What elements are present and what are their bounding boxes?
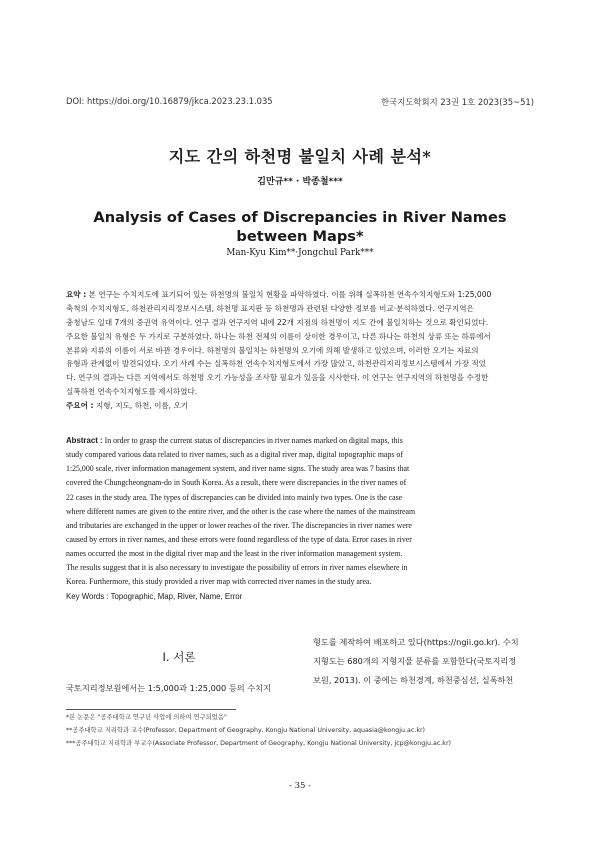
body-column-right (313, 633, 534, 690)
abstract-english-line: Abstract : In order to grasp the current status of discrepancies in river names marked on digital maps, this (66, 436, 403, 445)
page-header (66, 96, 534, 110)
abstract-english-line: names occurred the most in the digital river map and the least in the river information management system. (66, 549, 403, 559)
abstract-korean-line: 축척의 수치지형도, 하천관리지리정보시스템, 하천명 표지판 등 하천명과 관련된 다양한 정보를 비교·분석하였다. 연구지역은 (66, 303, 474, 313)
title-english-line-2: between Maps* (236, 228, 364, 245)
body-text-line: 보원, 2013). 이 중에는 하천경계, 하천중심선, 실폭하천 (313, 675, 514, 685)
title-english (0, 208, 600, 246)
footnotes (66, 712, 534, 751)
authors-english: Man-Kyu Kim**·Jongchul Park*** (226, 248, 374, 258)
abstract-korean-label: 요약 : (66, 290, 87, 299)
keywords-korean-label: 주요어 : (66, 401, 94, 411)
footnote-divider (66, 709, 236, 710)
abstract-korean (66, 288, 534, 413)
abstract-english (66, 434, 534, 604)
title-korean: 지도 간의 하천명 불일치 사례 분석* (168, 147, 432, 166)
keywords-english-list: Topographic, Map, River, Name, Error (110, 591, 243, 601)
section-heading-introduction: I. 서론 (162, 650, 196, 664)
doi-link[interactable]: DOI: https://doi.org/10.16879/jkca.2023.23.1.035 (66, 96, 273, 106)
body-text-line: 국토지리정보원에서는 1:5,000과 1:25,000 등의 수치지 (66, 683, 271, 693)
keywords-english-label: Key Words : (66, 591, 109, 601)
abstract-korean-line: 본류와 지류의 이름이 서로 바뀐 경우이다. 하천명의 불일치는 하천명의 오기에 의해 발생하고 있었으며, 이러한 오기는 자료의 (66, 345, 479, 355)
footnote-author-2: ***공주대학교 지리학과 부교수(Associate Professor, Department of Geography, Kongju National University, jcp@kongju.ac.kr) (66, 739, 451, 747)
abstract-korean-line: 주요한 불일치 유형은 두 가지로 구분하였다. 하나는 하천 전체의 이름이 상이한 경우이고, 다른 하나는 하천의 상류 또는 하류에서 (66, 331, 491, 341)
abstract-english-line: caused by errors in river names, and these errors were found regardless of the type of data. Error cases in river (66, 534, 412, 544)
keywords-english (66, 590, 534, 604)
abstract-korean-line: 요약 : 본 연구는 수치지도에 표기되어 있는 하천명의 불일치 현황을 파악하였다. 이를 위해 실폭하천 연속수치지형도와 1:25,000 (66, 290, 492, 299)
footnote-funding: *본 논문은 "공주대학교 연구년 사업에 의하여 연구되었음" (66, 714, 227, 721)
abstract-english-line: The results suggest that it is also necessary to investigate the possibility of errors in river names elsewhere in (66, 563, 408, 573)
abstract-korean-line: 충청남도 일대 7개의 중권역 유역이다. 연구 결과 연구지역 내에 22개 지점의 하천명이 지도 간에 불일치하는 것으로 확인되었다. (66, 317, 489, 327)
abstract-english-line: 22 cases in the study area. The types of discrepancies can be divided into mainly two types. One is the case (66, 492, 403, 502)
abstract-korean-line: 유형과 관계없이 발견되었다. 오기 사례 수는 실폭하천 연속수치지형도에서 가장 많았고, 하천관리지리정보시스템에서 가장 적었 (66, 359, 486, 369)
abstract-english-label: Abstract : (66, 436, 103, 445)
abstract-korean-line: 다. 연구의 결과는 다른 지역에서도 하천명 오기 가능성을 조사할 필요가 있음을 시사한다. 이 연구는 연구지역의 하천명을 수정한 (66, 373, 489, 383)
body-text-line: 지형도는 680개의 지형지물 분류를 포함한다(국토지리정 (313, 656, 517, 666)
footnote-author-1: **공주대학교 지리학과 교수(Professor, Department of Geography, Kongju National University, aquasia@kongju.ac.kr) (66, 726, 426, 734)
title-english-line-1: Analysis of Cases of Discrepancies in River Names (93, 209, 507, 226)
abstract-english-line: study compared various data related to river names, such as a digital river map, digital topographic maps of (66, 450, 403, 460)
journal-info: 한국지도학회지 23권 1호 2023(35~51) (381, 97, 534, 107)
abstract-english-line: and tributaries are exchanged in the upper or lower reaches of the river. The discrepancies in river names were (66, 520, 412, 530)
abstract-english-line: covered the Chungcheongnam-do in South Korea. As a result, there were discrepancies in the river names of (66, 478, 407, 488)
abstract-english-line: where different names are given to the entire river, and the other is the case where the names of the mainstream (66, 506, 416, 516)
authors-korean: 김만규** · 박종철*** (257, 177, 343, 187)
keywords-korean-list: 지형, 지도, 하천, 이름, 오기 (95, 401, 189, 411)
body-text-line: 형도를 제작하여 배포하고 있다(https://ngii.go.kr). 수치 (313, 637, 519, 647)
keywords-korean (66, 399, 534, 413)
abstract-korean-line: 실폭하천 연속수치지형도를 제시하였다. (66, 387, 198, 397)
body-column-left (66, 680, 292, 696)
abstract-english-line: 1:25,000 scale, river information management system, and river name signs. The study area was 7 basins that (66, 464, 410, 474)
abstract-english-line: Korea. Furthermore, this study provided a river map with corrected river names in the study area. (66, 577, 372, 587)
page-number: - 35 - (289, 781, 311, 791)
